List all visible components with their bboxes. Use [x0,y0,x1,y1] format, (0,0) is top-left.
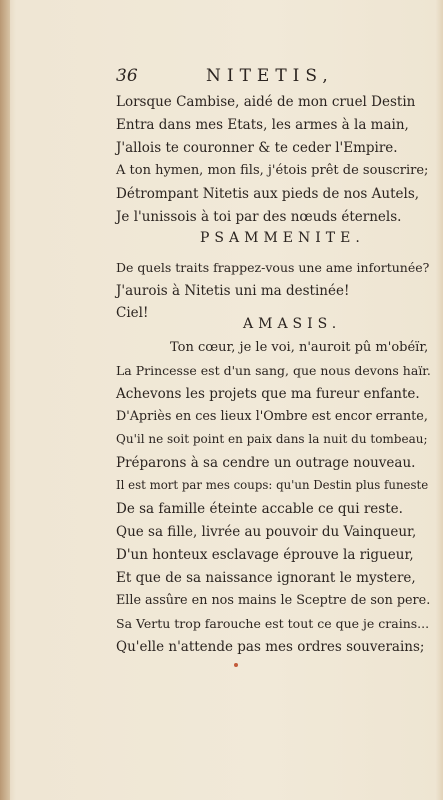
verse-line: Sa Vertu trop farouche est tout ce que je crains... [116,616,430,631]
verse-line: Je l'unissois à toi par des nœuds éternels. [116,209,402,225]
verse-line: A ton hymen, mon fils, j'étois prêt de souscrire; [116,163,429,178]
verse-line: J'aurois à Nitetis uni ma destinée! [116,283,350,299]
verse-line: De sa famille éteinte accable ce qui reste. [116,501,403,517]
verse-line: Ciel! [116,305,149,321]
verse-line: J'allois te couronner & te ceder l'Empire. [116,140,398,156]
verse-line: Elle assûre en nos mains le Sceptre de son pere. [116,593,431,608]
verse-line: Il est mort par mes coups: qu'un Destin plus funeste [116,478,429,492]
speaker-name: PSAMMENITE. [200,230,365,246]
verse-line: Qu'il ne soit point en paix dans la nuit du tombeau; [116,432,428,446]
verse-line: D'un honteux esclavage éprouve la rigueur, [116,547,414,563]
verse-line: D'Apriès en ces lieux l'Ombre est encor errante, [116,409,428,424]
verse-line: Et que de sa naissance ignorant le mystere, [116,570,416,586]
running-title: NITETIS, [206,66,334,86]
speaker-name: AMASIS. [243,316,342,332]
verse-line: Ton cœur, je le voi, n'auroit pû m'obéïr, [170,340,429,355]
verse-line: Préparons à sa cendre un outrage nouveau. [116,455,416,471]
verse-line: Achevons les projets que ma fureur enfante. [116,386,420,402]
page-number: 36 [116,66,138,86]
verse-line: La Princesse est d'un sang, que nous devons haïr. [116,363,431,378]
verse-line: Qu'elle n'attende pas mes ordres souverains; [116,639,425,655]
verse-line: Que sa fille, livrée au pouvoir du Vainqueur, [116,524,417,540]
verse-line: Entra dans mes Etats, les armes à la main, [116,117,409,133]
page-header [116,66,416,88]
verse-line: De quels traits frappez-vous une ame infortunée? [116,260,430,275]
page-edge [435,0,443,800]
verse-line: Détrompant Nitetis aux pieds de nos Autels, [116,186,420,202]
verse-line: Lorsque Cambise, aidé de mon cruel Destin [116,94,416,110]
book-binding [0,0,10,800]
ink-mark [234,663,238,667]
